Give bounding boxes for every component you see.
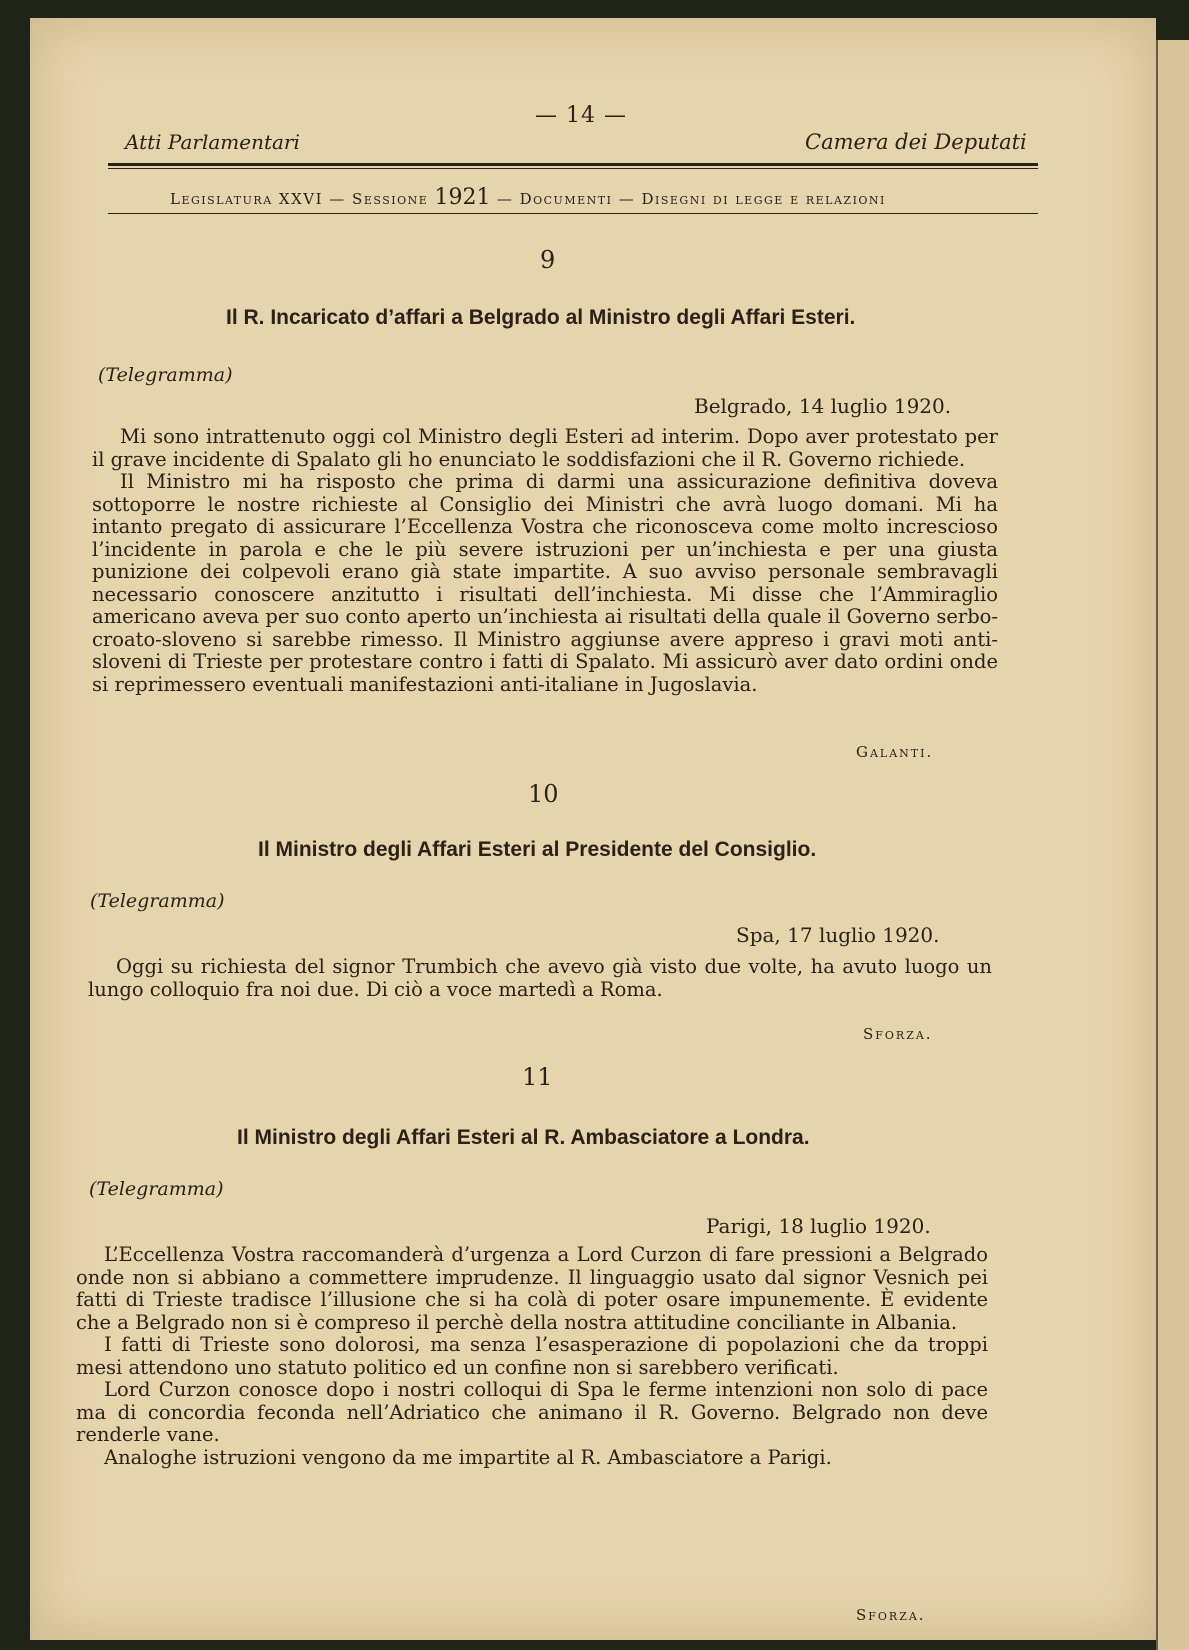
paragraph: Oggi su richiesta del signor Trumbich che avevo già visto due volte, ha avuto luogo un lungo colloquio fra noi due. Di ciò a voce martedì a Roma. bbox=[88, 955, 992, 1001]
section-heading: Il R. Incaricato d’affari a Belgrado al Ministro degli Affari Esteri. bbox=[226, 306, 856, 329]
session-year: 1921 bbox=[434, 185, 491, 210]
document-page bbox=[30, 18, 1156, 1640]
legislature-label: Legislatura XXVI — Sessione bbox=[170, 190, 429, 208]
section-number: 9 bbox=[540, 246, 556, 274]
dateline: Belgrado, 14 luglio 1920. bbox=[694, 394, 952, 418]
signature: Galanti. bbox=[856, 743, 934, 761]
section-body bbox=[76, 1244, 988, 1469]
header-right: Camera dei Deputati bbox=[805, 130, 1027, 154]
section-heading: Il Ministro degli Affari Esteri al Presidente del Consiglio. bbox=[258, 838, 817, 861]
paragraph: L’Eccellenza Vostra raccomanderà d’urgenza a Lord Curzon di fare pressioni a Belgrado onde non si abbiano a commettere imprudenze. Il linguaggio usato dal signor Vesnich pei fatti di Trieste tradisce l’illusione che si ha colà di poter osare impunemente. È evidente che a Belgrado non si è compreso il perchè della nostra attitudine conciliante in Albania. bbox=[76, 1243, 988, 1334]
header-rule bbox=[108, 163, 1038, 166]
header-left: Atti Parlamentari bbox=[125, 130, 300, 154]
legislature-line bbox=[170, 185, 990, 210]
dateline: Parigi, 18 luglio 1920. bbox=[706, 1214, 931, 1238]
telegram-label: (Telegramma) bbox=[98, 364, 233, 386]
paragraph: Mi sono intrattenuto oggi col Ministro degli Esteri ad interim. Dopo aver protestato per il grave incidente di Spalato gli ho enunciato le soddisfazioni che il R. Governo richiede. bbox=[92, 425, 998, 471]
documents-label: — Documenti — Disegni di legge e relazioni bbox=[496, 190, 886, 208]
paragraph: Il Ministro mi ha risposto che prima di darmi una assicurazione definitiva doveva sottoporre le nostre richieste al Consiglio dei Ministri che avrà luogo domani. Mi ha intanto pregato di assicurare l’Eccellenza Vostra che riconosceva come molto increscioso l’incidente in parola e che le più severe istruzioni per un’inchiesta e per una giusta punizione dei colpevoli erano già state impartite. A suo avviso personale sembravagli necessario conoscere anzitutto i risultati dell’inchiesta. Mi disse che l’Ammiraglio americano aveva per suo conto aperto un’inchiesta ai risultati della quale il Governo serbo-croato-sloveno si sarebbe rimesso. Il Ministro aggiunse avere appreso i gravi moti anti-sloveni di Trieste per protestare contro i fatti di Spalato. Mi assicurò aver dato ordini onde si reprimessero eventuali manifestazioni anti-italiane in Jugoslavia. bbox=[92, 470, 998, 696]
signature: Sforza. bbox=[863, 1025, 933, 1043]
paragraph: I fatti di Trieste sono dolorosi, ma senza l’esasperazione di popolazioni che da troppi mesi attendono uno statuto politico ed un confine non si sarebbero verificati. bbox=[76, 1333, 988, 1379]
dateline: Spa, 17 luglio 1920. bbox=[736, 923, 940, 947]
section-body bbox=[88, 956, 992, 1001]
section-heading: Il Ministro degli Affari Esteri al R. Ambasciatore a Londra. bbox=[237, 1126, 810, 1149]
header-rule-thin bbox=[108, 168, 1038, 169]
paragraph: Lord Curzon conosce dopo i nostri colloqui di Spa le ferme intenzioni non solo di pace ma di concordia feconda nell’Adriatico che animano il R. Governo. Belgrado non deve renderle vane. bbox=[76, 1378, 988, 1446]
signature: Sforza. bbox=[856, 1606, 926, 1624]
section-number: 10 bbox=[528, 780, 559, 808]
paragraph: Analoghe istruzioni vengono da me impartite al R. Ambasciatore a Parigi. bbox=[104, 1445, 832, 1469]
telegram-label: (Telegramma) bbox=[90, 890, 225, 912]
section-body bbox=[92, 426, 998, 696]
adjacent-page-edge bbox=[1156, 40, 1189, 1650]
telegram-label: (Telegramma) bbox=[89, 1178, 224, 1200]
section-number: 11 bbox=[522, 1063, 553, 1091]
page-number: — 14 — bbox=[535, 103, 627, 128]
header-bottom-rule bbox=[108, 213, 1038, 214]
